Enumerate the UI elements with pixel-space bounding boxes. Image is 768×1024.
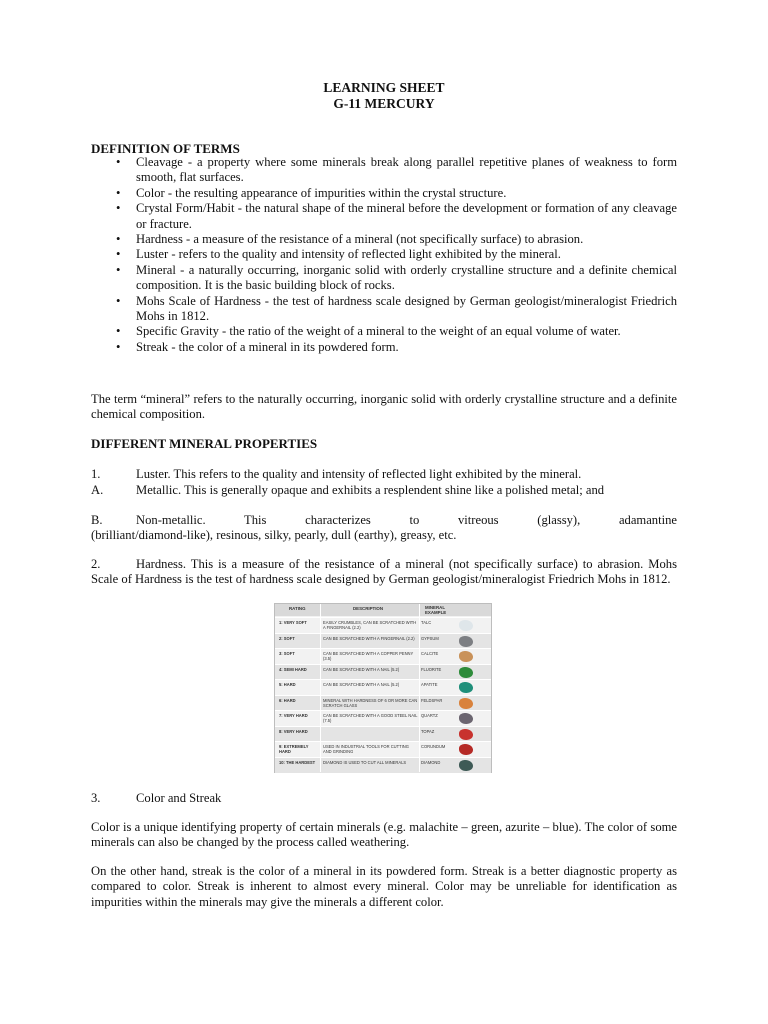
mineral-sample-image — [459, 698, 473, 709]
table-cell: 10: THE HARDEST — [279, 759, 316, 765]
streak-paragraph: On the other hand, streak is the color of a mineral in its powdered form. Streak is a better diagnostic property as compared to color. Streak is inherent to almost every mineral. Color may be unreliable for identification as impurities within the minerals may give the minerals a different color. — [91, 864, 677, 909]
mineral-sample-image — [459, 744, 473, 755]
list-item: • Streak - the color of a mineral in its powdered form. — [116, 339, 399, 354]
list-item: • Color - the resulting appearance of impurities within the crystal structure. — [116, 185, 507, 200]
table-cell: CALCITE — [421, 651, 439, 656]
table-cell: EASILY CRUMBLES, CAN BE SCRATCHED WITH A FINGERNAIL (2.2) — [323, 620, 417, 630]
page-subtitle: G-11 MERCURY — [333, 96, 435, 111]
table-row — [275, 695, 491, 711]
bullet-icon: • — [116, 155, 121, 169]
table-cell: USED IN INDUSTRIAL TOOLS FOR CUTTING AND GRINDING — [323, 744, 409, 754]
table-row — [275, 726, 491, 742]
list-item: • Specific Gravity - the ratio of the weight of a mineral to the weight of an equal volume of water. — [116, 324, 621, 339]
properties-heading: DIFFERENT MINERAL PROPERTIES — [91, 436, 318, 451]
table-cell: APATITE — [421, 682, 438, 687]
mineral-paragraph: The term “mineral” refers to the naturally occurring, inorganic solid with orderly crystalline structure and a definite chemical composition. — [91, 392, 677, 422]
list-item: • Crystal Form/Habit - the natural shape of the mineral before the development or formation of any cleavage or fracture. — [116, 201, 677, 231]
table-cell: 3: SOFT — [279, 651, 295, 656]
table-row — [275, 710, 491, 726]
table-cell: 9: EXTREMELY HARD — [279, 744, 309, 754]
mineral-sample-image — [459, 620, 473, 631]
mineral-sample-image — [459, 636, 473, 647]
nonmetallic-item: B. Non-metallic. This characterizes to vitreous (glassy), adamantine (brilliant/diamond-like), resinous, silky, pearly, dull (earthy), greasy, etc. — [91, 513, 677, 543]
bullet-icon: • — [116, 262, 121, 277]
mineral-sample-image — [459, 713, 473, 724]
list-item: • Cleavage - a property where some minerals break along parallel repetitive planes of weakness to form smooth, flat surfaces. — [116, 155, 677, 185]
table-cell: 1: VERY SOFT — [279, 620, 307, 625]
table-cell: CAN BE SCRATCHED WITH A GOOD STEEL NAIL (7.5) — [323, 713, 418, 723]
table-cell: GYPSUM — [421, 635, 439, 641]
color-streak-item: 3. Color and Streak — [91, 791, 222, 805]
table-cell: FLUORITE — [421, 666, 442, 672]
bullet-icon: • — [116, 232, 121, 247]
table-cell: CAN BE SCRATCHED WITH A FINGERNAIL (2.2) — [323, 635, 415, 641]
table-cell: DIAMOND — [421, 759, 441, 765]
table-cell: QUARTZ — [421, 713, 438, 718]
bullet-icon: • — [116, 293, 121, 308]
table-cell: TALC — [421, 620, 432, 625]
table-cell: MINERAL WITH HARDNESS OF 6 OR MORE CAN SCRATCH GLASS — [323, 697, 418, 708]
table-cell: CAN BE SCRATCHED WITH A COPPER PENNY (3.5) — [323, 651, 414, 661]
bullet-icon: • — [116, 339, 121, 354]
table-cell: TOPAZ — [421, 728, 435, 734]
table-row — [275, 741, 491, 757]
table-row — [275, 648, 491, 664]
table-row — [275, 664, 491, 680]
color-paragraph: Color is a unique identifying property of certain minerals (e.g. malachite – green, azurite – blue). The color of some minerals can also be changed by the process called weathering. — [91, 820, 677, 850]
table-row — [275, 757, 491, 773]
mineral-sample-image — [459, 682, 473, 693]
list-item: • Hardness - a measure of the resistance of a mineral (not specifically surface) to abrasion. — [116, 232, 584, 247]
table-row — [275, 679, 491, 695]
metallic-item: A. Metallic. This is generally opaque and exhibits a resplendent shine like a polished metal; and — [91, 483, 605, 497]
mineral-sample-image — [459, 651, 473, 662]
bullet-icon: • — [116, 324, 121, 339]
definitions-heading: DEFINITION OF TERMS — [91, 141, 240, 156]
table-cell: 8: VERY HARD — [279, 728, 308, 734]
bullet-icon: • — [116, 201, 121, 216]
table-cell: CAN BE SCRATCHED WITH A NAIL (5.2) — [323, 666, 400, 672]
table-row — [275, 633, 491, 649]
page-title: LEARNING SHEET — [323, 80, 445, 95]
table-row — [275, 617, 491, 633]
table-cell: CORUNDUM — [421, 744, 446, 749]
table-cell: 7: VERY HARD — [279, 713, 308, 718]
mineral-sample-image — [459, 729, 473, 740]
list-item: • Mineral - a naturally occurring, inorganic solid with orderly crystalline structure and a definite chemical composition. It is the basic building block of rocks. — [116, 262, 677, 293]
bullet-icon: • — [116, 185, 121, 200]
luster-item: 1. Luster. This refers to the quality and intensity of reflected light exhibited by the mineral. — [91, 467, 582, 481]
hardness-item: 2. Hardness. This is a measure of the resistance of a mineral (not specifically surface) to abrasion. Mohs Scale of Hardness is the test of hardness scale designed by German geologist/mineralogist Friedrich Mohs in 1812. — [91, 557, 677, 587]
bullet-icon: • — [116, 247, 121, 262]
list-item: • Luster - refers to the quality and intensity of reflected light exhibited by the mineral. — [116, 247, 561, 262]
table-header: RATING DESCRIPTION MINERAL EXAMPLE — [275, 604, 491, 616]
list-item: • Mohs Scale of Hardness - the test of hardness scale designed by German geologist/mineralogist Friedrich Mohs in 1812. — [116, 293, 677, 324]
table-cell: 6: HARD — [279, 697, 296, 703]
table-cell: 5: HARD — [279, 682, 296, 687]
mineral-sample-image — [459, 667, 473, 678]
mohs-scale-table — [274, 603, 492, 773]
table-cell: 2: SOFT — [279, 635, 295, 641]
definitions-list — [91, 155, 677, 355]
table-cell: DIAMOND IS USED TO CUT ALL MINERALS — [323, 759, 407, 765]
table-cell: 4: SEMI HARD — [279, 666, 307, 672]
table-cell: FELDSPAR — [421, 697, 443, 703]
mineral-sample-image — [459, 760, 473, 771]
table-cell: CAN BE SCRATCHED WITH A NAIL (5.2) — [323, 682, 400, 687]
